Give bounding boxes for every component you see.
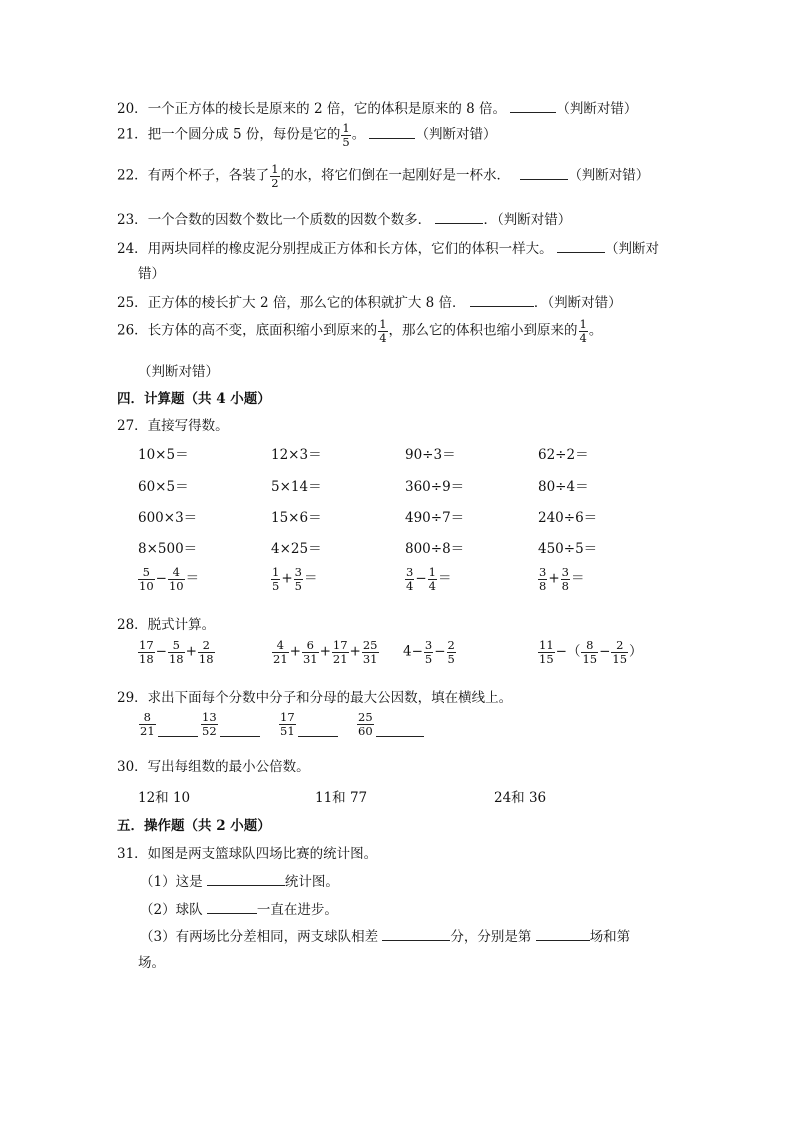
calc-item: 600×3＝: [138, 510, 198, 526]
denominator: 5: [294, 578, 302, 593]
step-calc-expression: [271, 639, 380, 665]
judge-hint: （判断对错）: [556, 101, 638, 117]
numerator: 1: [272, 565, 280, 579]
question-23: [117, 208, 571, 228]
operator: −: [599, 643, 611, 660]
question-28-title: 28．脱式计算。: [117, 617, 216, 633]
denominator: 4: [428, 578, 436, 593]
answer-blank[interactable]: [220, 735, 260, 737]
operator: +: [319, 643, 331, 660]
denominator: 4: [379, 330, 387, 345]
question-text: 正方体的棱长扩大 2 倍，那么它的体积就扩大 8 倍．: [147, 295, 466, 311]
fraction: [294, 566, 303, 592]
denominator: 8: [539, 578, 547, 593]
denominator: 4: [579, 330, 587, 345]
numerator: 17: [280, 710, 295, 724]
fraction: [341, 122, 350, 148]
denominator: 10: [168, 578, 184, 593]
numerator: 13: [202, 710, 217, 724]
denominator: 5: [342, 134, 350, 149]
denominator: 21: [273, 651, 288, 666]
operator: +: [548, 570, 560, 587]
fraction: [378, 318, 387, 344]
numerator: 11: [539, 638, 554, 652]
answer-blank[interactable]: [376, 735, 424, 737]
fraction: [579, 318, 588, 344]
calc-item: 800÷8＝: [405, 541, 465, 557]
numerator: 3: [424, 638, 433, 652]
denominator: 18: [198, 651, 214, 666]
denominator: 15: [612, 651, 628, 666]
denominator: 5: [447, 651, 455, 666]
sub-question-text: （2）球队: [140, 902, 203, 918]
fraction: [332, 639, 349, 665]
answer-blank[interactable]: [207, 912, 257, 914]
question-text: ，那么它的体积也缩小到原来的: [388, 322, 578, 339]
calc-item: 240÷6＝: [538, 510, 598, 526]
sub-question-text: 统计图。: [284, 874, 339, 890]
answer-blank[interactable]: [207, 884, 285, 886]
denominator: 21: [140, 723, 155, 738]
calc-item: 90÷3＝: [405, 447, 456, 463]
answer-blank[interactable]: [435, 222, 483, 224]
question-text: 长方体的高不变，底面积缩小到原来的: [147, 322, 378, 339]
calc-item: 80÷4＝: [538, 479, 589, 495]
question-text: 有两个杯子，各装了: [147, 167, 270, 184]
answer-blank[interactable]: [470, 305, 534, 307]
gcd-item: [356, 711, 424, 737]
operator: −: [411, 643, 423, 660]
fraction: [581, 639, 598, 665]
fraction: [424, 639, 433, 665]
denominator: 2: [271, 175, 279, 190]
sub-question-text: 分，分别是第: [450, 929, 532, 945]
numerator: 3: [539, 565, 547, 579]
operator: +: [281, 570, 293, 587]
numerator: 1: [379, 317, 387, 331]
denominator: 31: [362, 651, 378, 666]
denominator: 52: [202, 723, 217, 738]
numerator: 8: [143, 710, 151, 724]
numerator: 6: [306, 638, 314, 652]
fraction-calc-item: [137, 566, 199, 592]
denominator: 21: [332, 651, 348, 666]
numerator: 3: [561, 565, 569, 579]
numerator: 1: [579, 317, 587, 331]
operator: +: [289, 643, 301, 660]
lcm-item-3: 24和 36: [494, 790, 547, 806]
question-number: 23．: [117, 212, 148, 228]
fraction-calc-item: [537, 566, 584, 592]
answer-blank[interactable]: [382, 939, 450, 941]
equals-sign: ＝: [437, 570, 452, 587]
gcd-item: [200, 711, 260, 737]
answer-blank[interactable]: [536, 939, 590, 941]
fraction: [362, 639, 379, 665]
judge-hint: ．（判断对错）: [533, 295, 622, 311]
numerator: 3: [406, 565, 414, 579]
question-text: 一个正方体的棱长是原来的 2 倍，它的体积是原来的 8 倍。: [147, 101, 507, 117]
judge-hint: （判断对: [604, 241, 659, 257]
denominator: 10: [139, 578, 154, 593]
question-27-title: 27．直接写得数。: [117, 418, 229, 434]
operator: −: [155, 570, 167, 587]
fraction: [561, 566, 570, 592]
question-number: 21．: [117, 126, 148, 143]
question-25: [117, 291, 622, 311]
question-31-sub-1: [140, 870, 339, 890]
question-30-title: 30．写出每组数的最小公倍数。: [117, 759, 310, 775]
sub-question-text: （3）有两场比分差相同，两支球队相差: [140, 929, 379, 945]
question-26-continued: （判断对错）: [138, 364, 219, 380]
fraction: [168, 566, 185, 592]
fraction: [428, 566, 437, 592]
operator: −: [434, 643, 446, 660]
question-26: [117, 318, 602, 344]
sub-question-text: （1）这是: [140, 874, 203, 890]
equals-sign: ＝: [185, 570, 200, 587]
question-number: 25．: [117, 295, 148, 311]
operator: +: [185, 643, 197, 660]
answer-blank[interactable]: [298, 735, 338, 737]
judge-hint: （判断对错）: [568, 167, 650, 184]
numerator: 8: [586, 638, 594, 652]
fraction-calc-item: [404, 566, 451, 592]
calc-item: 15×6＝: [271, 510, 322, 526]
numerator: 5: [172, 638, 180, 652]
answer-blank[interactable]: [510, 111, 556, 113]
calc-item: 10×5＝: [138, 447, 189, 463]
sub-question-text: 场和第: [589, 929, 631, 945]
calc-item: 450÷5＝: [538, 541, 598, 557]
question-29-title: 29．求出下面每个分数中分子和分母的最大公因数，填在横线上。: [117, 690, 513, 706]
fraction: [271, 566, 280, 592]
fraction: [447, 639, 456, 665]
numerator: 3: [294, 565, 302, 579]
question-31-sub-3: [140, 925, 630, 945]
question-31-sub-2: [140, 898, 338, 918]
denominator: 15: [539, 651, 554, 666]
numerator: 17: [332, 638, 348, 652]
sub-question-text: 一直在进步。: [256, 902, 338, 918]
operator: −（: [555, 643, 581, 660]
fraction: [302, 639, 319, 665]
fraction: [272, 639, 289, 665]
denominator: 18: [139, 651, 154, 666]
lcm-item-2: 11和 77: [315, 790, 368, 806]
calc-item: 60×5＝: [138, 479, 189, 495]
numerator: 25: [362, 638, 378, 652]
numerator: 1: [342, 121, 350, 135]
calc-item: 62÷2＝: [538, 447, 589, 463]
calc-item: 4×25＝: [271, 541, 322, 557]
gcd-item: [138, 711, 198, 737]
denominator: 31: [302, 651, 318, 666]
answer-blank[interactable]: [520, 178, 568, 180]
answer-blank[interactable]: [158, 735, 198, 737]
equals-sign: ＝: [303, 570, 318, 587]
calc-item: 8×500＝: [138, 541, 198, 557]
numerator: 1: [271, 162, 279, 176]
fraction: [405, 566, 414, 592]
numerator: 2: [447, 638, 455, 652]
fraction: [168, 639, 185, 665]
question-22: [117, 163, 649, 189]
question-text: 。: [588, 322, 603, 339]
numerator: 4: [276, 638, 284, 652]
denominator: 15: [582, 651, 598, 666]
operator: 4: [403, 643, 412, 660]
operator: −: [415, 570, 427, 587]
operator: +: [349, 643, 361, 660]
fraction: [270, 163, 279, 189]
fraction: [198, 639, 215, 665]
equals-sign: ＝: [570, 570, 585, 587]
question-24: [117, 237, 659, 257]
fraction: [139, 711, 156, 737]
denominator: 60: [358, 723, 373, 738]
question-text: 。: [351, 126, 366, 143]
answer-blank[interactable]: [557, 251, 605, 253]
fraction: [138, 566, 155, 592]
question-text: 一个合数的因数个数比一个质数的因数个数多．: [147, 212, 432, 228]
answer-blank[interactable]: [369, 137, 415, 139]
step-calc-expression: [137, 639, 216, 665]
step-calc-expression: [403, 639, 457, 665]
fraction: [138, 639, 155, 665]
question-21: [117, 122, 496, 148]
lcm-item-1: 12和 10: [138, 790, 191, 806]
fraction: [538, 639, 555, 665]
question-number: 26．: [117, 322, 148, 339]
judge-hint: （判断对错）: [415, 126, 497, 143]
calc-item: 5×14＝: [271, 479, 322, 495]
section-heading-5: 五．操作题（共 2 小题）: [117, 818, 271, 834]
numerator: 2: [202, 638, 210, 652]
numerator: 4: [172, 565, 180, 579]
fraction: [279, 711, 296, 737]
question-31-title: 31．如图是两支篮球队四场比赛的统计图。: [117, 846, 378, 862]
operator: −: [155, 643, 167, 660]
question-number: 20．: [117, 101, 148, 117]
fraction: [201, 711, 218, 737]
question-text: 用两块同样的橡皮泥分别捏成正方体和长方体，它们的体积一样大。: [147, 241, 553, 257]
calc-item: 360÷9＝: [405, 479, 465, 495]
question-24-continued: 错）: [138, 266, 165, 282]
denominator: 8: [561, 578, 569, 593]
fraction: [357, 711, 374, 737]
numerator: 1: [428, 565, 436, 579]
denominator: 18: [168, 651, 184, 666]
calc-item: 12×3＝: [271, 447, 322, 463]
numerator: 25: [358, 710, 373, 724]
question-number: 22．: [117, 167, 148, 184]
numerator: 2: [616, 638, 624, 652]
question-text: 的水，将它们倒在一起刚好是一杯水．: [280, 167, 511, 184]
step-calc-expression: [537, 639, 643, 665]
question-31-sub-3-continued: 场。: [138, 955, 165, 971]
fraction-calc-item: [270, 566, 317, 592]
denominator: 5: [424, 651, 433, 666]
section-heading-4: 四．计算题（共 4 小题）: [117, 391, 271, 407]
fraction: [538, 566, 547, 592]
denominator: 4: [406, 578, 414, 593]
question-20: [117, 97, 637, 117]
operator: ）: [629, 643, 643, 660]
gcd-item: [278, 711, 338, 737]
judge-hint: ．（判断对错）: [483, 212, 572, 228]
denominator: 51: [280, 723, 295, 738]
denominator: 5: [272, 578, 280, 593]
numerator: 17: [139, 638, 154, 652]
question-text: 把一个圆分成 5 份，每份是它的: [147, 126, 341, 143]
numerator: 5: [142, 565, 150, 579]
fraction: [611, 639, 628, 665]
calc-item: 490÷7＝: [405, 510, 465, 526]
question-number: 24．: [117, 241, 148, 257]
